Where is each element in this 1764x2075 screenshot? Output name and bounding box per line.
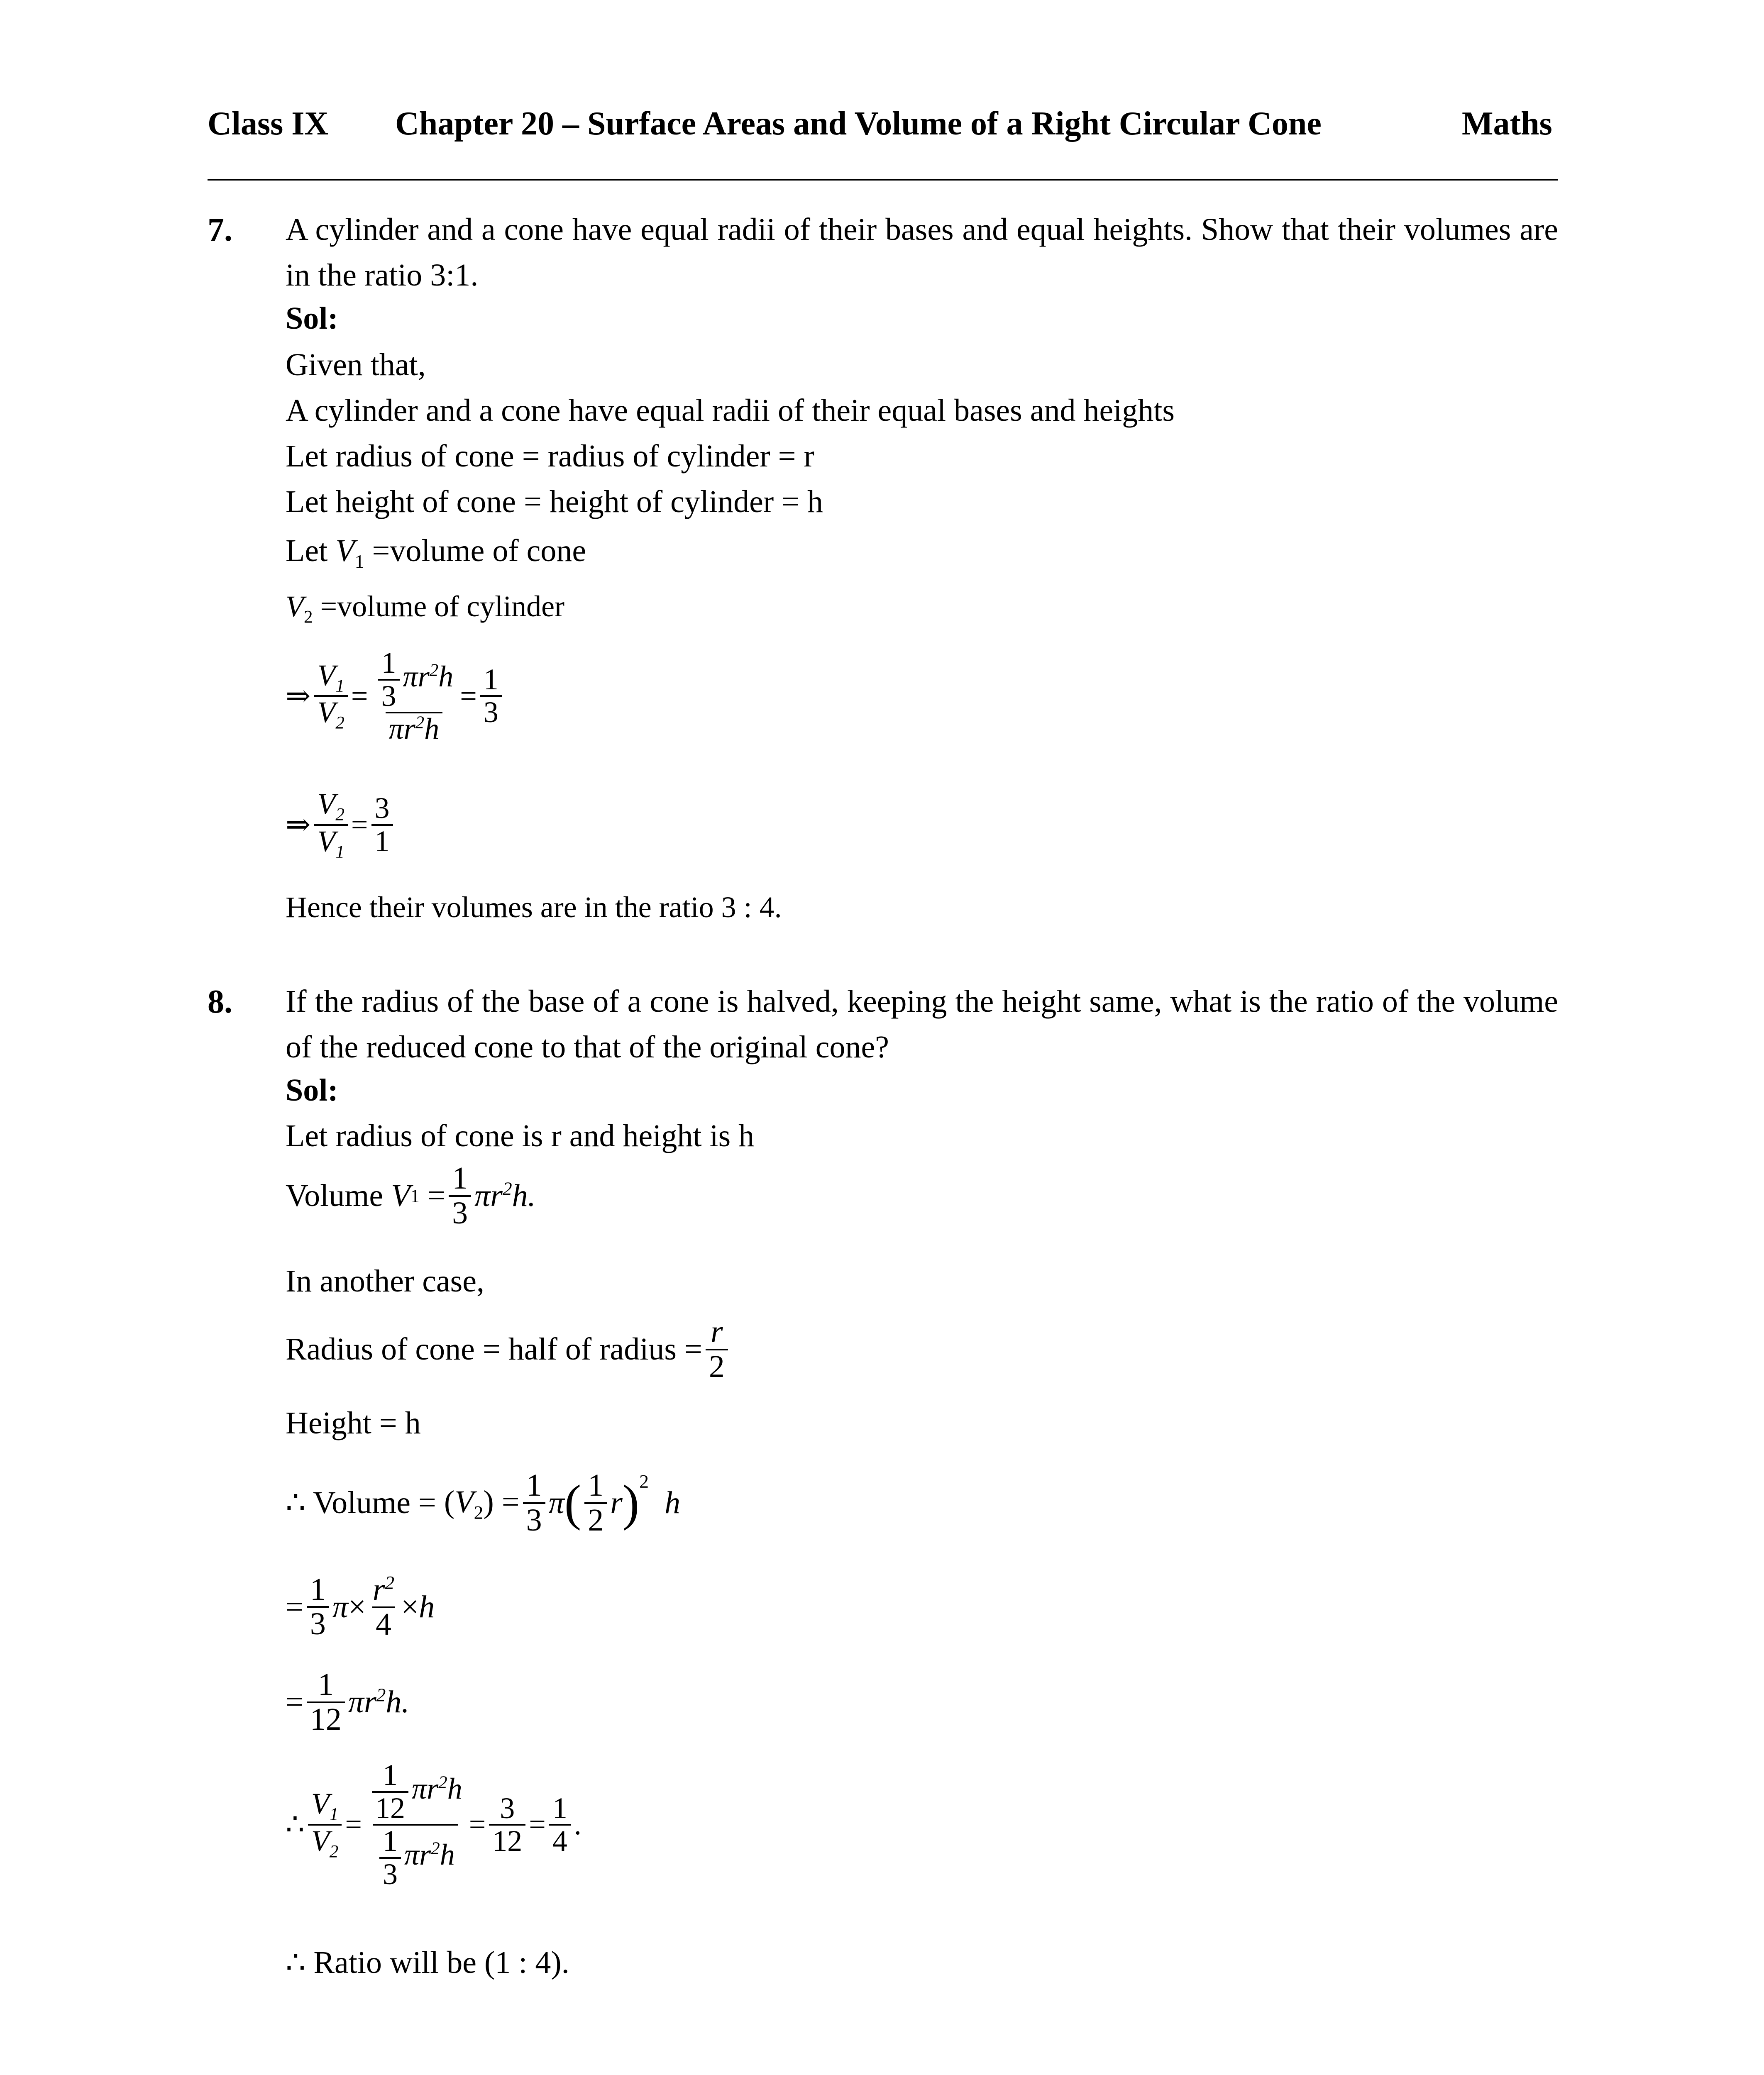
q7-line-3: Let height of cone = height of cylinder = h: [286, 484, 823, 519]
header-rule: [208, 179, 1558, 181]
q7-equation-1: ⇒ $\frac{V_1}{V_2}$ = $\frac{1}{3}$ $\pi r^2h$ $\pi r^2h$ = $\frac{1}{3}$: [286, 647, 505, 745]
q7-line-4: Let $V_1$ =volume of cone: [286, 533, 586, 572]
q7-line-5: $V_2$ =volume of cylinder: [286, 590, 565, 627]
q8-volume-v2: ∴ Volume = $(V_2)$ = $\frac{1}{3}$ π ( $\frac{1}{2}$ r ) $^2$ h: [286, 1468, 681, 1538]
question-8-sol-label: Sol:: [286, 1073, 338, 1108]
header-class: Class IX: [208, 105, 329, 142]
q8-ratio-conclusion: ∴ Ratio will be (1 : 4).: [286, 1945, 569, 1980]
q8-another-case: In another case,: [286, 1264, 484, 1299]
header-chapter: Chapter 20 – Surface Areas and Volume of a Right Circular Cone: [395, 105, 1322, 142]
q8-volume-v1: Volume V 1 = $\frac{1}{3}$ $\pi r^2h$.: [286, 1161, 536, 1230]
q7-conclusion: Hence their volumes are in the ratio 3 : 4.: [286, 891, 782, 924]
q7-line-1: A cylinder and a cone have equal radii of their equal bases and heights: [286, 393, 1175, 428]
q7-line-2: Let radius of cone = radius of cylinder = r: [286, 439, 814, 474]
q7-equation-2: ⇒ $\frac{V_2}{V_1}$ = $\frac{3}{1}$: [286, 788, 396, 862]
question-8-text: If the radius of the base of a cone is halved, keeping the height same, what is the ratio of the volume of the reduced cone to that of the original cone?: [286, 984, 1558, 1064]
q8-ratio-equation: ∴ $\frac{V_1}{V_2}$ = $\frac{1}{12}$ $\pi r^2h$ $\frac{1}{3}$ $\pi r^2h$ = $\frac{3}{12}$ = $\frac{1}{4}$ .: [286, 1758, 581, 1891]
question-7-number: 7.: [208, 212, 232, 248]
question-7-text: A cylinder and a cone have equal radii of their bases and equal heights. Show that their volumes are in the ratio 3:1.: [286, 212, 1558, 293]
q7-given: Given that,: [286, 347, 426, 382]
q8-step-1: = $\frac{1}{3}$ π × $\frac{r^2}{4}$ × h: [286, 1572, 435, 1642]
q8-radius-line: Radius of cone = half of radius = $\frac{r}{2}$: [286, 1316, 731, 1384]
q8-step-2: = $\frac{1}{12}$ $\pi r^2h$.: [286, 1667, 410, 1737]
question-7-sol-label: Sol:: [286, 301, 338, 336]
header-subject: Maths: [1462, 105, 1552, 142]
q8-line-1: Let radius of cone is r and height is h: [286, 1118, 755, 1153]
q8-height-line: Height = h: [286, 1406, 421, 1440]
question-8-number: 8.: [208, 984, 232, 1020]
